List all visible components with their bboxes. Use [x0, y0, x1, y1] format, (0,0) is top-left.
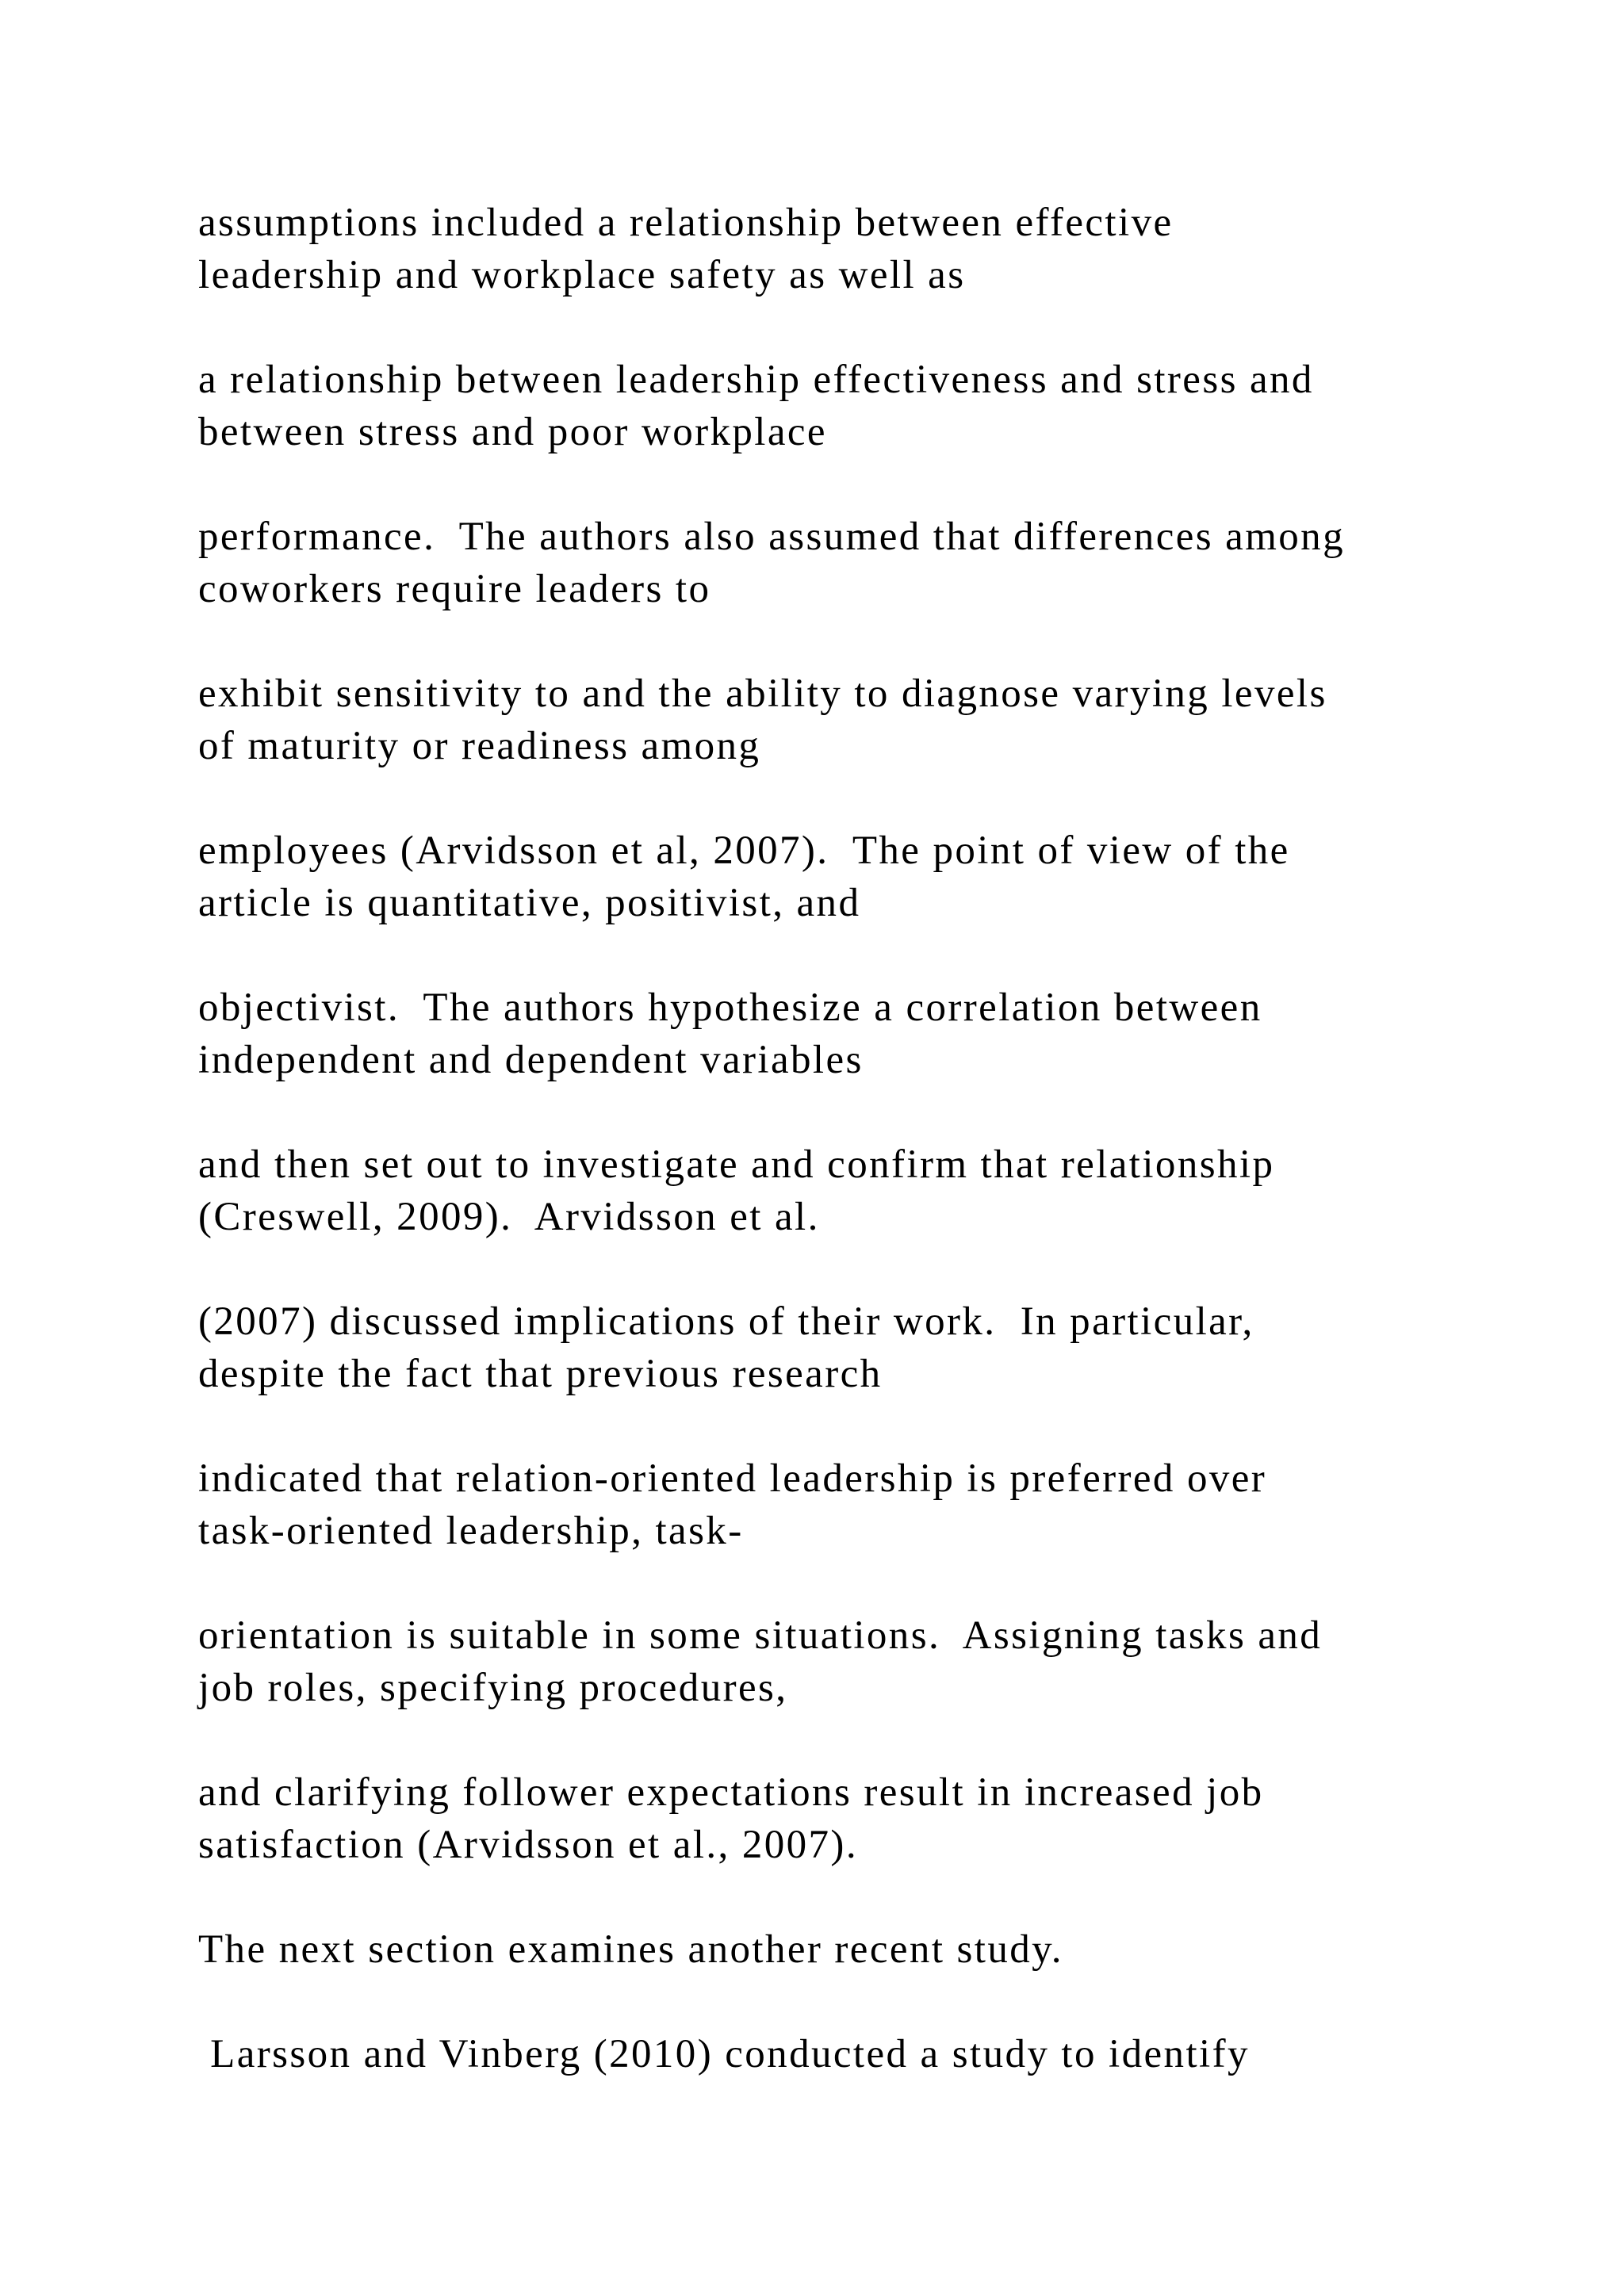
text-line: despite the fact that previous research: [198, 1352, 883, 1396]
paragraph: [198, 1295, 1499, 1400]
paragraph: [198, 2028, 1499, 2080]
text-line: (2007) discussed implications of their work. In particular,: [198, 1299, 1254, 1344]
text-line: satisfaction (Arvidsson et al., 2007).: [198, 1823, 858, 1867]
text-line: a relationship between leadership effectiveness and stress and: [198, 358, 1314, 402]
text-line: Larsson and Vinberg (2010) conducted a study to identify: [198, 2032, 1250, 2076]
paragraph: [198, 982, 1499, 1086]
text-line: performance. The authors also assumed that differences among: [198, 515, 1345, 559]
text-line: coworkers require leaders to: [198, 567, 711, 611]
paragraph: [198, 1766, 1499, 1871]
document-body: [198, 197, 1499, 2133]
text-line: indicated that relation-oriented leadership is preferred over: [198, 1456, 1267, 1501]
text-line: (Creswell, 2009). Arvidsson et al.: [198, 1195, 820, 1239]
text-line: of maturity or readiness among: [198, 724, 761, 768]
paragraph: [198, 1609, 1499, 1714]
paragraph: [198, 825, 1499, 929]
paragraph: [198, 1138, 1499, 1243]
text-line: article is quantitative, positivist, and: [198, 881, 861, 925]
text-line: assumptions included a relationship between effective: [198, 201, 1174, 245]
text-line: objectivist. The authors hypothesize a correlation between: [198, 985, 1262, 1030]
paragraph: [198, 1923, 1499, 1976]
text-line: orientation is suitable in some situations. Assigning tasks and: [198, 1613, 1323, 1658]
text-line: between stress and poor workplace: [198, 410, 827, 454]
paragraph: [198, 354, 1499, 458]
text-line: task-oriented leadership, task-: [198, 1509, 744, 1553]
text-line: job roles, specifying procedures,: [198, 1666, 788, 1710]
paragraph: [198, 1452, 1499, 1557]
text-line: leadership and workplace safety as well as: [198, 253, 966, 297]
text-line: employees (Arvidsson et al, 2007). The point of view of the: [198, 828, 1290, 873]
text-line: independent and dependent variables: [198, 1038, 864, 1082]
text-line: and then set out to investigate and confirm that relationship: [198, 1142, 1275, 1187]
text-line: The next section examines another recent study.: [198, 1927, 1063, 1972]
text-line: and clarifying follower expectations result in increased job: [198, 1770, 1264, 1815]
paragraph: [198, 511, 1499, 615]
paragraph: [198, 197, 1499, 301]
paragraph: [198, 668, 1499, 772]
text-line: exhibit sensitivity to and the ability to diagnose varying levels: [198, 672, 1327, 716]
